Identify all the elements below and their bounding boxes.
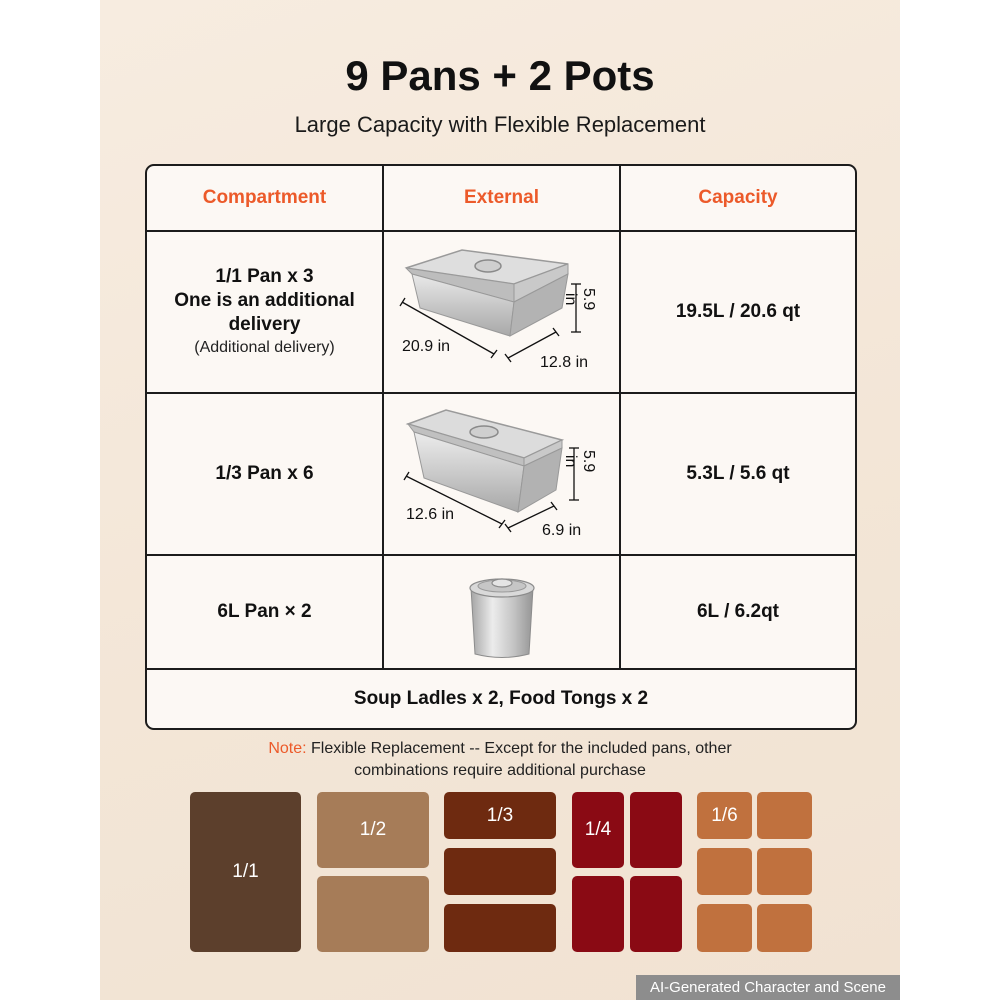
- note-line-2: combinations require additional purchase: [354, 762, 646, 779]
- pan-half-tile: [317, 792, 429, 868]
- external-dimensions: [384, 232, 621, 392]
- width-label: 6.9 in: [542, 522, 582, 539]
- pan-sixth-tile: [757, 792, 812, 839]
- length-label: 20.9 in: [402, 338, 451, 355]
- table-header-row: [147, 166, 855, 232]
- height-label: 5.9 in: [562, 450, 597, 473]
- pan-sixth-tile: [757, 848, 812, 895]
- page-subtitle: Large Capacity with Flexible Replacement: [294, 112, 706, 137]
- table-row: [147, 394, 855, 556]
- accessories-text: Soup Ladles x 2, Food Tongs x 2: [353, 688, 649, 709]
- height-label: 5.9 in: [562, 288, 597, 311]
- pan-third-tile: [444, 792, 556, 839]
- width-label: 12.8 in: [540, 354, 589, 371]
- pan-half-tile: [317, 876, 429, 952]
- pan-half-label: 1/2: [359, 819, 387, 840]
- note-line-1: Flexible Replacement -- Except for the included pans, other: [306, 740, 732, 757]
- page-title: 9 Pans + 2 Pots: [345, 52, 655, 99]
- pan-quarter-tile: [630, 792, 682, 868]
- compartment-detail: delivery: [228, 314, 301, 335]
- compartment-name: 6L Pan × 2: [147, 556, 384, 668]
- compartment-name: 1/1 Pan x 3: [215, 266, 314, 287]
- capacity-value: 19.5L / 20.6 qt: [675, 301, 801, 322]
- compartment-detail: One is an additional: [174, 290, 355, 311]
- pan-full-tile: [190, 792, 301, 952]
- pan-quarter-tile: [630, 876, 682, 952]
- third-pan-illustration: [384, 394, 621, 554]
- pot-illustration: [457, 562, 547, 662]
- pan-quarter-label: 1/4: [584, 819, 612, 840]
- pan-full-label: 1/1: [232, 861, 259, 882]
- pan-third-label: 1/3: [486, 804, 514, 826]
- table-footer-row: [147, 670, 855, 728]
- external-dimensions: [384, 556, 621, 668]
- header-capacity: Capacity: [698, 187, 778, 208]
- table-row: [147, 556, 855, 670]
- compartment-note: (Additional delivery): [194, 339, 335, 356]
- pan-sixth-tile: [697, 848, 752, 895]
- external-dimensions: [384, 394, 621, 554]
- capacity-value: 5.3L / 5.6 qt: [686, 463, 790, 484]
- note-text: [100, 738, 900, 782]
- length-label: 12.6 in: [406, 506, 455, 523]
- capacity-value: 6L / 6.2qt: [696, 601, 779, 622]
- header-compartment: Compartment: [147, 166, 384, 230]
- spec-table: [145, 164, 857, 730]
- pan-sixth-tile: [697, 792, 752, 839]
- pan-sixth-tile: [697, 904, 752, 952]
- product-infographic: [100, 0, 900, 1000]
- table-row: [147, 232, 855, 394]
- pan-sixth-tile: [757, 904, 812, 952]
- pan-third-tile: [444, 904, 556, 952]
- compartment-name: 1/3 Pan x 6: [147, 394, 384, 554]
- pan-sixth-label: 1/6: [711, 804, 738, 826]
- pan-quarter-tile: [572, 876, 624, 952]
- note-label: Note:: [268, 740, 307, 757]
- ai-generated-badge: AI-Generated Character and Scene: [636, 975, 900, 1000]
- header-external: External: [384, 166, 621, 230]
- pan-third-tile: [444, 848, 556, 895]
